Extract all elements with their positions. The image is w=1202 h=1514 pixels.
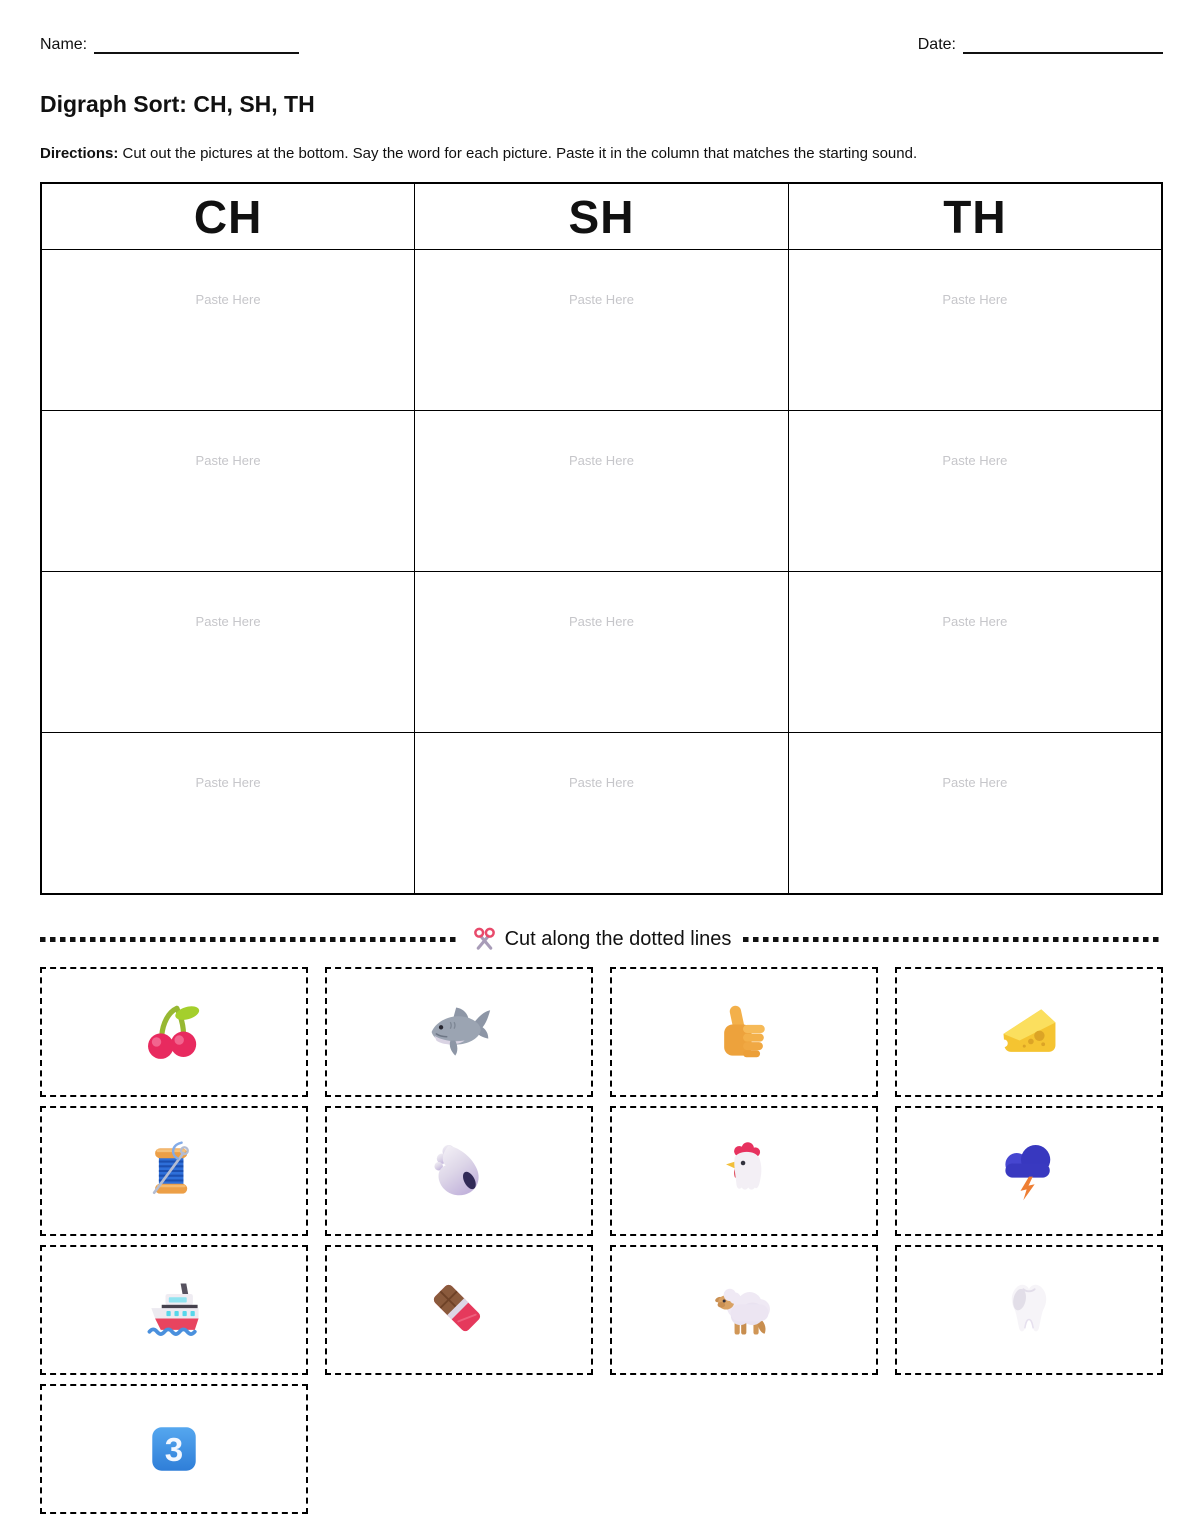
date-field — [918, 36, 1163, 54]
paste-here-label: Paste Here — [568, 453, 634, 468]
chicken-icon — [710, 1137, 778, 1205]
page-title: Digraph Sort: CH, SH, TH — [40, 91, 315, 117]
paste-here-label: Paste Here — [568, 292, 634, 307]
table-row — [41, 411, 1162, 572]
paste-here-label: Paste Here — [942, 614, 1008, 629]
paste-cell — [41, 250, 415, 411]
directions-text — [40, 145, 1163, 163]
dashed-line-left — [40, 937, 460, 942]
date-blank-line — [963, 39, 1163, 54]
date-label: Date: — [917, 36, 956, 53]
name-field — [40, 36, 299, 54]
paste-here-label: Paste Here — [195, 775, 261, 790]
cut-divider-text: Cut along the dotted lines — [504, 927, 732, 950]
cutout-grid — [40, 967, 1163, 1514]
table-row — [41, 250, 1162, 411]
name-date-row — [40, 36, 1163, 54]
table-row — [41, 733, 1162, 895]
table-row — [41, 572, 1162, 733]
paste-cell — [788, 572, 1162, 733]
shell-icon — [425, 1137, 493, 1205]
directions-label: Directions: — [40, 145, 119, 162]
paste-here-label: Paste Here — [568, 775, 634, 790]
paste-here-label: Paste Here — [942, 453, 1008, 468]
thumbs-up-icon — [710, 998, 778, 1066]
column-header-sh: SH — [415, 183, 789, 250]
paste-cell — [41, 411, 415, 572]
cutout-card-cheese — [895, 967, 1163, 1097]
paste-cell — [788, 733, 1162, 895]
paste-here-label: Paste Here — [942, 775, 1008, 790]
thunder-cloud-icon — [995, 1137, 1063, 1205]
name-blank-line — [94, 39, 299, 54]
digraph-sort-table — [40, 182, 1163, 895]
cutout-card-sheep — [610, 1245, 878, 1375]
chocolate-icon — [425, 1276, 493, 1344]
name-label: Name: — [40, 36, 88, 53]
column-header-th: TH — [788, 183, 1162, 250]
paste-cell — [415, 572, 789, 733]
cut-divider — [40, 926, 1163, 952]
table-header-row — [41, 183, 1162, 250]
cutout-card-keycap-3 — [40, 1384, 308, 1514]
cutout-card-cherries — [40, 967, 308, 1097]
paste-cell — [788, 250, 1162, 411]
column-header-ch: CH — [41, 183, 415, 250]
paste-here-label: Paste Here — [195, 614, 261, 629]
paste-here-label: Paste Here — [568, 614, 634, 629]
shark-icon — [425, 998, 493, 1066]
cutout-card-chocolate — [325, 1245, 593, 1375]
sheep-icon — [708, 1276, 780, 1344]
cutout-card-ship — [40, 1245, 308, 1375]
cutout-card-tooth — [895, 1245, 1163, 1375]
paste-cell — [415, 733, 789, 895]
tooth-icon — [995, 1276, 1063, 1344]
dashed-line-right — [743, 937, 1163, 942]
cherries-icon — [140, 998, 208, 1066]
cutout-card-shark — [325, 967, 593, 1097]
cutout-card-thumbs-up — [610, 967, 878, 1097]
paste-here-label: Paste Here — [942, 292, 1008, 307]
paste-cell — [41, 572, 415, 733]
thread-icon — [140, 1137, 208, 1205]
keycap-digit: 3 — [164, 1431, 184, 1469]
cutout-card-thunder-cloud — [895, 1106, 1163, 1236]
cut-divider-label — [472, 927, 732, 952]
cutout-card-thread — [40, 1106, 308, 1236]
cutout-card-shell — [325, 1106, 593, 1236]
ship-icon — [138, 1276, 210, 1344]
directions-body: Cut out the pictures at the bottom. Say the word for each picture. Paste it in the column that matches the starting sound. — [118, 145, 918, 162]
keycap-3-icon — [140, 1415, 208, 1483]
paste-cell — [41, 733, 415, 895]
cheese-icon — [995, 998, 1063, 1066]
paste-here-label: Paste Here — [195, 453, 261, 468]
paste-here-label: Paste Here — [195, 292, 261, 307]
paste-cell — [415, 250, 789, 411]
paste-cell — [788, 411, 1162, 572]
paste-cell — [415, 411, 789, 572]
scissors-icon — [472, 927, 497, 952]
cutout-card-chicken — [610, 1106, 878, 1236]
